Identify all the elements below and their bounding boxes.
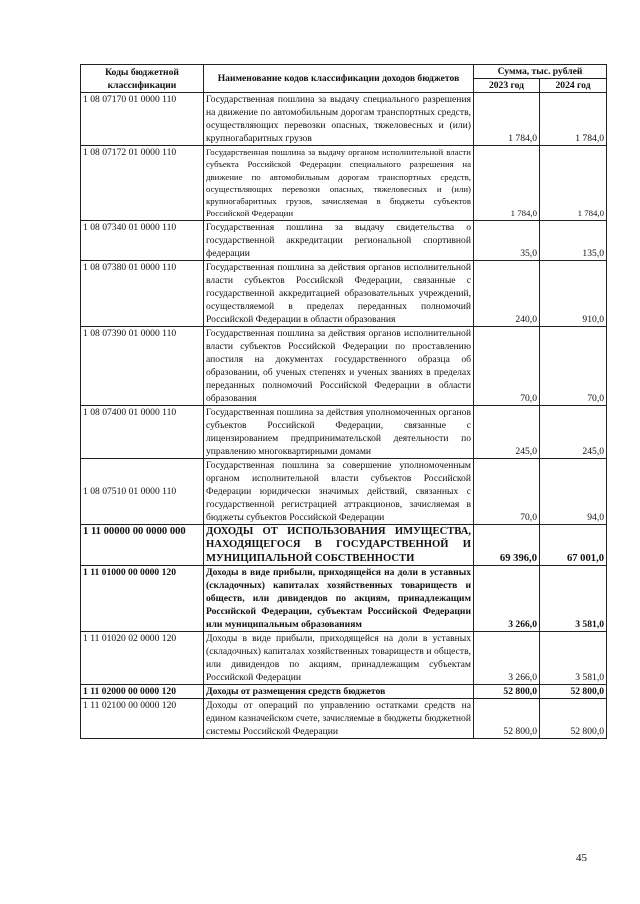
- row-value-2023: 3 266,0: [474, 632, 540, 685]
- row-code: 1 11 02100 00 0000 120: [81, 699, 204, 739]
- row-code: 1 11 00000 00 0000 000: [81, 524, 204, 566]
- table-row: [81, 260, 607, 326]
- row-code: 1 08 07380 01 0000 110: [81, 260, 204, 326]
- row-code: 1 11 01020 02 0000 120: [81, 632, 204, 685]
- row-code: 1 08 07170 01 0000 110: [81, 93, 204, 146]
- table-row: [81, 458, 607, 524]
- row-code: 1 08 07340 01 0000 110: [81, 220, 204, 260]
- row-name: Государственная пошлина за выдачу свидетельства о государственной аккредитации региональной спортивной федерации: [204, 220, 474, 260]
- row-value-2023: 1 784,0: [474, 93, 540, 146]
- row-name: Государственная пошлина за действия органов исполнительной власти субъектов Российской Федерации, связанные с государственной аккредитацией образовательных учреждений, осуществляемой в пределах переданных полномочий Российской Федерации в области образования: [204, 260, 474, 326]
- table-row: [81, 220, 607, 260]
- row-value-2024: 94,0: [540, 458, 607, 524]
- row-value-2024: 52 800,0: [540, 699, 607, 739]
- row-name: ДОХОДЫ ОТ ИСПОЛЬЗОВАНИЯ ИМУЩЕСТВА, НАХОДЯЩЕГОСЯ В ГОСУДАРСТВЕННОЙ И МУНИЦИПАЛЬНОЙ СОБСТВЕННОСТИ: [204, 524, 474, 566]
- row-value-2024: 1 784,0: [540, 93, 607, 146]
- table-row: [81, 146, 607, 221]
- table-row: [81, 685, 607, 699]
- table-row: [81, 632, 607, 685]
- row-value-2024: 135,0: [540, 220, 607, 260]
- table-row: [81, 93, 607, 146]
- table-row: [81, 699, 607, 739]
- row-value-2024: 3 581,0: [540, 632, 607, 685]
- budget-revenue-table: [80, 64, 607, 739]
- row-code: 1 08 07390 01 0000 110: [81, 326, 204, 405]
- row-value-2024: 67 001,0: [540, 524, 607, 566]
- row-value-2024: 910,0: [540, 260, 607, 326]
- row-code: 1 08 07510 01 0000 110: [81, 458, 204, 524]
- row-value-2024: 1 784,0: [540, 146, 607, 221]
- header-year-2023: 2023 год: [474, 79, 540, 93]
- row-code: 1 08 07172 01 0000 110: [81, 146, 204, 221]
- row-name: Государственная пошлина за выдачу специального разрешения на движение по автомобильным дорогам транспортных средств, осуществляющих перевозки опасных, тяжеловесных и (или) крупногабаритных грузов: [204, 93, 474, 146]
- row-code: 1 11 02000 00 0000 120: [81, 685, 204, 699]
- row-value-2023: 52 800,0: [474, 699, 540, 739]
- row-value-2023: 70,0: [474, 458, 540, 524]
- row-value-2023: 240,0: [474, 260, 540, 326]
- header-names: Наименование кодов классификации доходов бюджетов: [204, 65, 474, 93]
- table-row: [81, 326, 607, 405]
- row-value-2023: 3 266,0: [474, 566, 540, 632]
- row-value-2023: 52 800,0: [474, 685, 540, 699]
- row-name: Государственная пошлина за действия органов исполнительной власти субъектов Российской Федерации по проставлению апостиля на документах государственного образца об образовании, об ученых степенях и ученых званиях в пределах переданных полномочий Российской Федерации в области образования: [204, 326, 474, 405]
- row-name: Государственная пошлина за совершение уполномоченным органом исполнительной власти субъектов Российской Федерации юридически значимых действий, связанных с государственной регистрацией аттракционов, зачисляемая в бюджеты субъектов Российской Федерации: [204, 458, 474, 524]
- row-value-2023: 69 396,0: [474, 524, 540, 566]
- row-code: 1 08 07400 01 0000 110: [81, 405, 204, 458]
- row-value-2024: 52 800,0: [540, 685, 607, 699]
- row-value-2024: 3 581,0: [540, 566, 607, 632]
- page-number: 45: [576, 852, 587, 864]
- row-value-2024: 70,0: [540, 326, 607, 405]
- row-value-2024: 245,0: [540, 405, 607, 458]
- row-name: Государственная пошлина за действия уполномоченных органов субъектов Российской Федерации, связанные с лицензированием предпринимательской деятельности по управлению многоквартирными домами: [204, 405, 474, 458]
- header-year-2024: 2024 год: [540, 79, 607, 93]
- row-name: Доходы от операций по управлению остатками средств на едином казначейском счете, зачисляемые в бюджеты бюджетной системы Российской Федерации: [204, 699, 474, 739]
- row-value-2023: 70,0: [474, 326, 540, 405]
- row-name: Государственная пошлина за выдачу органом исполнительной власти субъекта Российской Федерации специального разрешения на движение по автомобильным дорогам транспортных средств, осуществляющих перевозки опасных, тяжеловесных и (или) крупногабаритных грузов, зачисляемая в бюджеты субъектов Российской Федерации: [204, 146, 474, 221]
- row-name: Доходы в виде прибыли, приходящейся на доли в уставных (складочных) капиталах хозяйственных товариществ и обществ, или дивидендов по акциям, принадлежащим Российской Федерации, субъектам Российской Федерации или муниципальным образованиям: [204, 566, 474, 632]
- row-value-2023: 1 784,0: [474, 146, 540, 221]
- table-row: [81, 405, 607, 458]
- table-row: [81, 524, 607, 566]
- row-name: Доходы от размещения средств бюджетов: [204, 685, 474, 699]
- row-code: 1 11 01000 00 0000 120: [81, 566, 204, 632]
- row-value-2023: 245,0: [474, 405, 540, 458]
- header-sum: Сумма, тыс. рублей: [474, 65, 607, 79]
- header-codes: Коды бюджетной классификации: [81, 65, 204, 93]
- row-name: Доходы в виде прибыли, приходящейся на доли в уставных (складочных) капиталах хозяйственных товариществ и обществ, или дивидендов по акциям, принадлежащим субъектам Российской Федерации: [204, 632, 474, 685]
- row-value-2023: 35,0: [474, 220, 540, 260]
- table-row: [81, 566, 607, 632]
